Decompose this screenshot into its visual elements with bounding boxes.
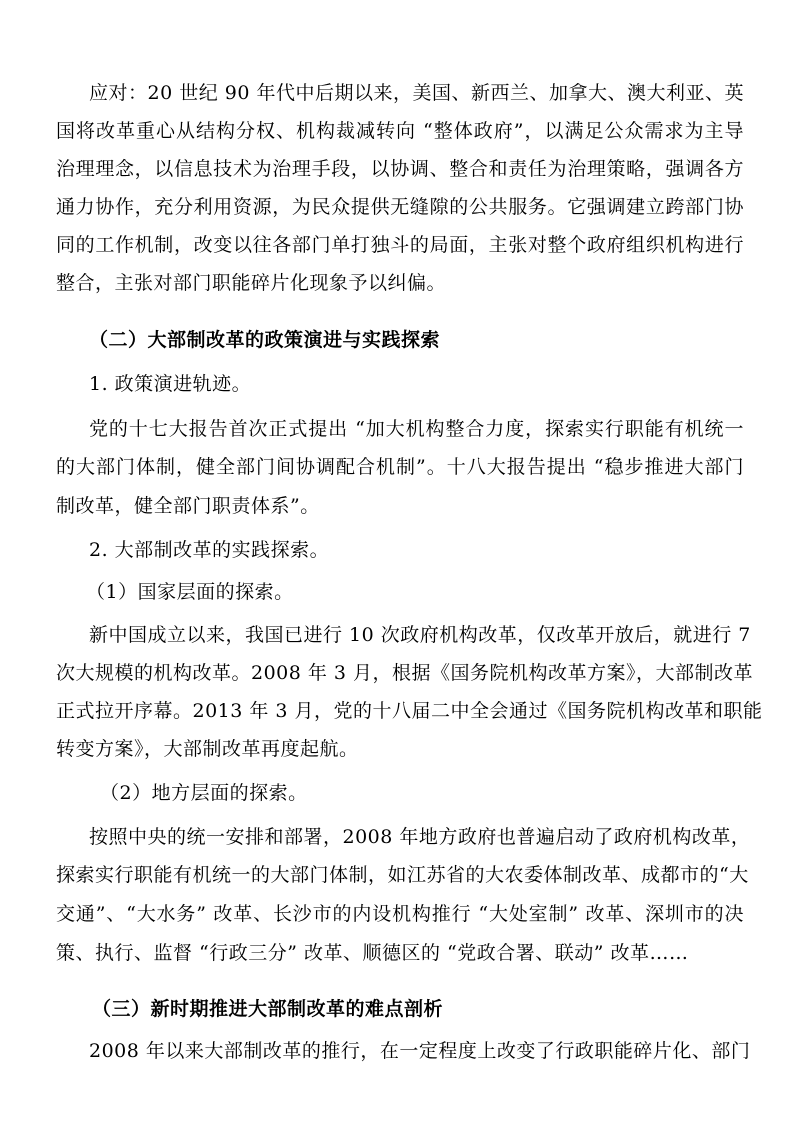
paragraph-line: 应对：20 世纪 90 年代中后期以来，美国、新西兰、加拿大、澳大利亚、英 [89, 82, 744, 104]
paragraph-line: 正式拉开序幕。2013 年 3 月，党的十八届二中全会通过《国务院机构改革和职能 [56, 700, 763, 722]
subheading: 2. 大部制改革的实践探索。 [89, 539, 330, 561]
section-heading: （二）大部制改革的政策演进与实践探索 [89, 329, 441, 351]
paragraph-line: 次大规模的机构改革。2008 年 3 月，根据《国务院机构改革方案》，大部制改革 [56, 662, 754, 684]
subheading: （1）国家层面的探索。 [86, 581, 294, 603]
paragraph-line: 制改革，健全部门职责体系”。 [56, 495, 320, 517]
paragraph-line: 整合，主张对部门职能碎片化现象予以纠偏。 [56, 272, 447, 294]
paragraph-line: 国将改革重心从结构分权、机构裁减转向 “整体政府”，以满足公众需求为主导 [56, 120, 744, 142]
paragraph-line: 党的十七大报告首次正式提出 “加大机构整合力度，探索实行职能有机统一 [89, 418, 744, 440]
subheading: （2）地方层面的探索。 [100, 782, 308, 804]
paragraph-line: 按照中央的统一安排和部署，2008 年地方政府也普遍启动了政府机构改革， [89, 826, 751, 848]
paragraph-line: 新中国成立以来，我国已进行 10 次政府机构改革，仅改革开放后，就进行 7 [89, 624, 751, 646]
paragraph-line: 的大部门体制，健全部门间协调配合机制”。十八大报告提出 “稳步推进大部门 [56, 456, 744, 478]
paragraph-line: 转变方案》，大部制改革再度起航。 [56, 738, 359, 760]
paragraph-line: 交通”、“大水务” 改革、长沙市的内设机构推行 “大处室制” 改革、深圳市的决 [56, 903, 744, 925]
section-heading: （三）新时期推进大部制改革的难点剖析 [92, 998, 444, 1020]
paragraph-line: 探索实行职能有机统一的大部门体制，如江苏省的大农委体制改革、成都市的“大 [56, 864, 749, 886]
subheading: 1. 政策演进轨迹。 [89, 373, 252, 395]
paragraph-line: 同的工作机制，改变以往各部门单打独斗的局面，主张对整个政府组织机构进行 [56, 234, 744, 256]
paragraph-line: 治理理念，以信息技术为治理手段，以协调、整合和责任为治理策略，强调各方 [56, 158, 744, 180]
paragraph-line: 策、执行、监督 “行政三分” 改革、顺德区的 “党政合署、联动” 改革…… [56, 942, 689, 964]
paragraph-line: 2008 年以来大部制改革的推行，在一定程度上改变了行政职能碎片化、部门 [89, 1040, 751, 1062]
paragraph-line: 通力协作，充分利用资源，为民众提供无缝隙的公共服务。它强调建立跨部门协 [56, 196, 744, 218]
